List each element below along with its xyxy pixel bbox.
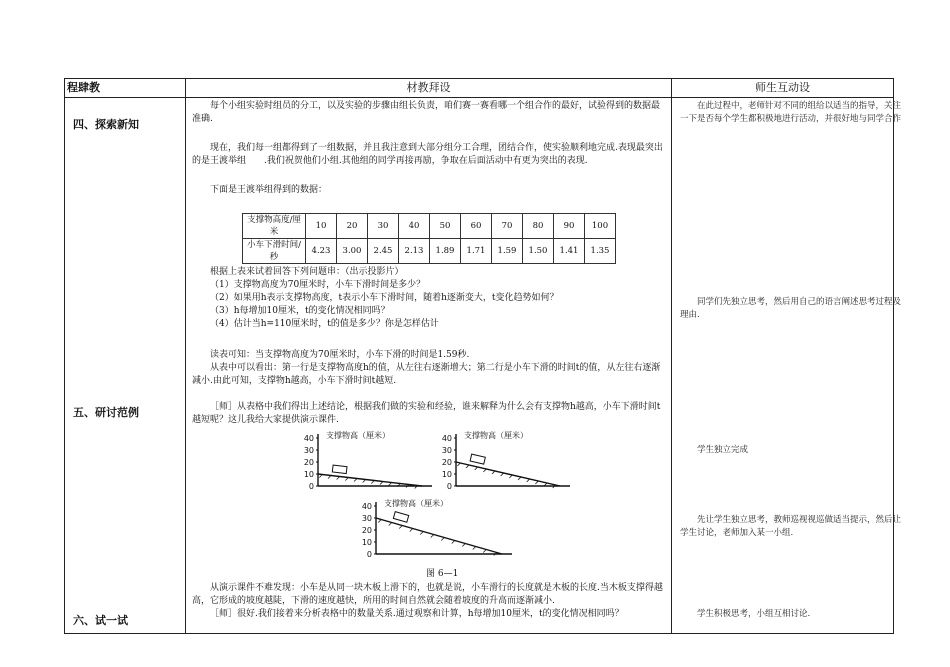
paragraph-demo-conclusion: 从演示课件不难发现：小车是从同一块木板上滑下的，也就是说，小车滑行的长度就是木板的长度.当木板支撑得越高，它形成的坡度越陡，下滑的速度越快，所用的时间自然就会随着坡度的升高而逐渐减小. [192,583,663,606]
y-tick-label: 0 [446,482,452,491]
table-row [243,214,616,239]
lesson-plan-table [64,78,902,634]
slope-chart-3 [356,496,576,566]
ramp-hatch [452,541,455,544]
y-tick-label: 20 [361,526,372,535]
y-tick-label: 40 [303,434,314,443]
ramp-hatch [475,467,478,470]
y-tick-label: 40 [361,502,372,511]
table-cell: 100 [585,214,616,239]
note-guidance: 在此过程中，老师针对不同的组给以适当的指导，关注一下是否每个学生都积极地进行活动，并很好地与同学合作 [680,101,902,124]
question-4: （4）估计当h=110厘米时，t的值是多少？你是怎样估计 [210,319,439,329]
figure-caption: 图 6—1 [426,569,459,579]
stage-explore: 四、探索新知 [73,118,139,131]
table-cell: 1.41 [554,239,585,264]
table-cell: 1.50 [523,239,554,264]
stage-example: 五、研讨范例 [73,406,139,419]
ramp-hatch [457,463,460,466]
content-column [186,98,672,634]
cart [393,512,408,523]
note-think: 同学们先独立思考，然后用自己的语言阐述思考过程及理由. [680,297,902,320]
y-tick-label: 0 [308,482,314,491]
table-cell: 70 [492,214,523,239]
table-cell: 80 [523,214,554,239]
note-discuss: 先让学生独立思考，教师巡视视巡做适当提示，然后让学生讨论，老师加入某一小组. [680,515,902,538]
header-process: 程肆教 [65,79,186,98]
ramp-hatch [399,526,402,529]
ramp-hatch [441,538,444,541]
row-label-height: 支撑物高度/厘米 [243,214,306,239]
y-tick-label: 30 [303,446,314,455]
y-tick-label: 40 [441,434,452,443]
table-cell: 4.23 [306,239,337,264]
table-cell: 3.00 [337,239,368,264]
y-tick-label: 10 [303,470,314,479]
paragraph-teacher-analysis: ［师］很好.我们接着来分析表格中的数量关系.通过观察和计算，h每增加10厘米，t的变化情况相同吗？ [210,609,624,619]
header-interaction: 师生互动设 [672,79,894,98]
answer-2: 从表中可以看出：第一行是支撑物高度h的值，从左往右逐渐增大；第二行是小车下滑的时间t的值，从左往右逐渐减小.由此可知，支撑物h越高，小车下滑时间t越短. [192,363,661,386]
y-tick-label: 10 [361,538,372,547]
ramp-hatch [483,469,486,472]
stage-column [65,98,186,634]
ramp-hatch [509,475,512,478]
table-cell: 40 [399,214,430,239]
table-header-row [65,79,894,98]
header-content: 材教拜设 [186,79,672,98]
ramp-hatch [431,535,434,538]
table-cell: 1.35 [585,239,616,264]
note-group: 学生积极思考，小组互相讨论. [697,609,811,619]
ramp-hatch [527,479,530,482]
ramp-hatch [483,550,486,553]
ramp-hatch [410,529,413,532]
table-cell: 30 [368,214,399,239]
table-cell: 1.89 [430,239,461,264]
ramp-hatch [466,465,469,468]
cart [332,465,347,474]
ramp-hatch [518,477,521,480]
paragraph-grouping: 每个小组实验时组员的分工，以及实验的步骤由组长负责，咱们赛一赛看哪一个组合作的最好，试验得到的数据最准确. [192,101,661,124]
paragraph-teacher-question: ［师］从表格中我们得出上述结论，根据我们做的实验和经验，谁来解释为什么会有支撑物h越高，小车下滑时间t越短呢？这儿我给大家提供演示课件. [192,402,661,425]
ramp-hatch [492,471,495,474]
table-cell: 90 [554,214,585,239]
y-tick-label: 10 [441,470,452,479]
table-cell: 1.71 [461,239,492,264]
note-independent: 学生独立完成 [697,445,749,455]
table-body-row [65,98,894,634]
table-cell: 1.59 [492,239,523,264]
interaction-column [672,98,902,634]
table-row [243,239,616,264]
ramp-line [318,474,422,486]
table-cell: 60 [461,214,492,239]
table-cell: 10 [306,214,337,239]
y-tick-label: 0 [366,550,372,559]
slope-chart-2 [436,428,636,496]
ramp-hatch [501,473,504,476]
paragraph-praise: 现在，我们每一组都得到了一组数据，并且我注意到大部分组分工合理，团结合作，使实验顺利地完成.表现最突出的是王渡举组 .我们祝贺他们小组.其他组的同学再接再励，争取在后面活动中有更为突出的表现. [192,143,663,166]
paragraph-data-intro: 下面是王渡举组得到的数据： [210,185,328,195]
row-label-time: 小车下滑时间/秒 [243,239,306,264]
answer-1: 读表可知：当支撑物高度为70厘米时，小车下滑的时间是1.59秒. [210,350,470,360]
ramp-hatch [462,544,465,547]
table-cell: 2.45 [368,239,399,264]
y-axis-label: 支撑物高（厘米） [384,499,448,508]
ramp-line [376,518,502,554]
question-1: （1）支撑物高度为70厘米时，小车下滑时间是多少？ [210,280,426,290]
cart [470,454,485,464]
ramp-line [456,462,560,486]
question-3: （3）h每增加10厘米，t的变化情况相同吗？ [210,306,390,316]
ramp-hatch [535,481,538,484]
y-tick-label: 20 [441,458,452,467]
question-2: （2）如果用h表示支撑物高度，t表示小车下滑时间，随着h逐渐变大，t变化趋势如何？ [210,293,559,303]
stage-try: 六、试一试 [73,614,128,627]
experiment-data-table [242,213,616,264]
ramp-hatch [420,532,423,535]
questions-intro: 根据上表来试着回答下列问题串：（出示投影片） [210,267,404,277]
ramp-hatch [378,520,381,523]
y-axis-label: 支撑物高（厘米） [464,431,528,440]
ramp-hatch [389,523,392,526]
table-cell: 50 [430,214,461,239]
y-axis-label: 支撑物高（厘米） [326,431,390,440]
table-cell: 2.13 [399,239,430,264]
y-tick-label: 30 [441,446,452,455]
y-tick-label: 30 [361,514,372,523]
table-cell: 20 [337,214,368,239]
y-tick-label: 20 [303,458,314,467]
ramp-hatch [473,547,476,550]
